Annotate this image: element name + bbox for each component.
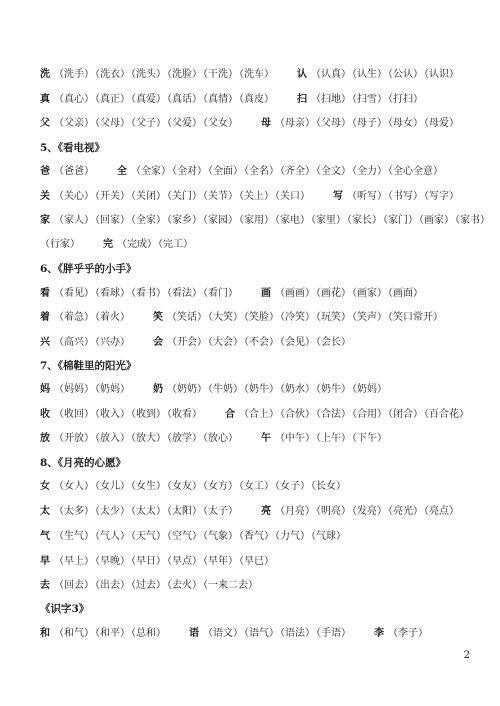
word: （早晚）	[95, 556, 130, 567]
word: （扫地）	[311, 94, 351, 105]
word: （放学）	[167, 433, 202, 444]
word: （大笑）	[208, 312, 243, 323]
character: 妈	[40, 384, 50, 395]
character: 写	[333, 191, 343, 202]
character-group	[374, 627, 429, 641]
word: （香气）	[239, 531, 274, 542]
word: （齐全）	[280, 166, 315, 177]
character-group	[103, 238, 194, 252]
word: （早已）	[239, 556, 274, 567]
word: （母女）	[388, 118, 423, 129]
word: （笑脸）	[244, 312, 279, 323]
word: （太少）	[95, 506, 130, 517]
word: （不会）	[244, 337, 279, 348]
lesson-heading: 《识字3》	[40, 603, 90, 615]
character-group	[153, 336, 352, 350]
word: （语文）	[203, 628, 243, 639]
character-group	[40, 555, 275, 569]
word: （着火）	[95, 312, 130, 323]
character: 完	[103, 239, 113, 250]
word: （母爱）	[424, 118, 459, 129]
character-group	[117, 165, 444, 179]
word: （明亮）	[316, 506, 351, 517]
word: （力气）	[275, 531, 310, 542]
word: （女工）	[239, 481, 274, 492]
vocabulary-row	[40, 336, 470, 350]
character-group	[40, 480, 347, 494]
word: （回去）	[54, 580, 94, 591]
character-group	[40, 287, 239, 301]
word: （画花）	[316, 288, 351, 299]
word: （合用）	[352, 409, 387, 420]
word: （去火）	[167, 580, 202, 591]
character: 认	[297, 69, 307, 80]
word: （合上）	[239, 409, 279, 420]
character-group	[40, 383, 131, 397]
word: （家园）	[203, 215, 238, 226]
word: （闭合）	[388, 409, 423, 420]
word: （开关）	[95, 191, 130, 202]
character: 和	[40, 628, 50, 639]
word: （手语）	[316, 628, 351, 639]
word: （早点）	[167, 556, 202, 567]
vocabulary-row	[40, 190, 470, 204]
word: （父亲）	[54, 118, 94, 129]
word: （关门）	[167, 191, 202, 202]
word: （全心全意）	[388, 166, 443, 177]
word: （关心）	[54, 191, 94, 202]
word: （真情）	[203, 94, 238, 105]
character: 放	[40, 433, 50, 444]
word: （母子）	[352, 118, 387, 129]
word: （全家）	[131, 166, 171, 177]
word: （长女）	[311, 481, 346, 492]
word: （百合花）	[424, 409, 469, 420]
word: （行家）	[40, 239, 80, 250]
word: （收看）	[167, 409, 202, 420]
word: （认识）	[424, 69, 459, 80]
word: （收到）	[131, 409, 166, 420]
word: （父母）	[95, 118, 130, 129]
character: 兴	[40, 337, 50, 348]
lesson-heading: 8、《月亮的心愿》	[40, 457, 127, 469]
vocabulary-row	[40, 383, 470, 397]
word: （写字）	[424, 191, 459, 202]
word: （天气）	[131, 531, 166, 542]
character-group	[40, 214, 491, 228]
word: （下午）	[352, 433, 387, 444]
vocabulary-row	[40, 627, 470, 641]
character: 父	[40, 118, 50, 129]
word: （家里）	[311, 215, 346, 226]
word: （语气）	[244, 628, 279, 639]
word: （看法）	[167, 288, 202, 299]
word: （气球）	[311, 531, 346, 542]
word: （干洗）	[203, 69, 238, 80]
vocabulary-row	[40, 93, 470, 107]
word: （真爱）	[131, 94, 166, 105]
character-group	[40, 93, 275, 107]
word: （生气）	[54, 531, 94, 542]
word: （家书）	[455, 215, 490, 226]
word: （李子）	[388, 628, 428, 639]
character-group	[40, 68, 275, 82]
word: （总和）	[131, 628, 166, 639]
word: （父母）	[316, 118, 351, 129]
word: （家门）	[383, 215, 418, 226]
word: （奶奶）	[167, 384, 207, 395]
character-group	[40, 336, 131, 350]
word: （全力）	[352, 166, 387, 177]
word: （放大）	[131, 433, 166, 444]
word: （气人）	[95, 531, 130, 542]
word: （上午）	[316, 433, 351, 444]
character-group	[40, 627, 167, 641]
character-group	[40, 311, 131, 325]
word: （女方）	[203, 481, 238, 492]
word: （关闭）	[131, 191, 166, 202]
word: （出去）	[95, 580, 130, 591]
word: （洗车）	[239, 69, 274, 80]
word: （笑话）	[167, 312, 207, 323]
character-group	[40, 579, 259, 593]
vocabulary-row	[40, 238, 470, 252]
word: （气象）	[203, 531, 238, 542]
word: （早日）	[131, 556, 166, 567]
lesson-heading: 6、《胖乎乎的小手》	[40, 263, 137, 275]
vocabulary-row	[40, 530, 470, 544]
character: 会	[153, 337, 163, 348]
word: （女人）	[54, 481, 94, 492]
character: 母	[261, 118, 271, 129]
word: （洗头）	[131, 69, 166, 80]
word: （亮点）	[424, 506, 459, 517]
word: （洗手）	[54, 69, 94, 80]
character: 午	[261, 433, 271, 444]
word: （看书）	[131, 288, 166, 299]
vocabulary-row	[40, 68, 470, 82]
character: 奶	[153, 384, 163, 395]
word: （太多）	[54, 506, 94, 517]
word: （奶妈）	[352, 384, 387, 395]
word: （和气）	[54, 628, 94, 639]
word: （家人）	[54, 215, 94, 226]
word: （空气）	[167, 531, 202, 542]
word: （女子）	[275, 481, 310, 492]
word: （早年）	[203, 556, 238, 567]
character: 着	[40, 312, 50, 323]
character: 关	[40, 191, 50, 202]
vocabulary-row	[40, 214, 490, 228]
word: （家电）	[275, 215, 310, 226]
word: （看门）	[203, 288, 238, 299]
word: （太阳）	[167, 506, 202, 517]
word: （全文）	[316, 166, 351, 177]
character-group	[297, 93, 424, 107]
word: （会长）	[316, 337, 351, 348]
character-group	[40, 505, 239, 519]
word: （高兴）	[54, 337, 94, 348]
word: （和平）	[95, 628, 130, 639]
character-group	[40, 408, 203, 422]
word: （冷笑）	[280, 312, 315, 323]
word: （洗衣）	[95, 69, 130, 80]
word: （真皮）	[239, 94, 274, 105]
word: （女友）	[167, 481, 202, 492]
character: 语	[189, 628, 199, 639]
character-group	[40, 190, 311, 204]
word: （一来二去）	[203, 580, 258, 591]
word: （打扫）	[388, 94, 423, 105]
word: （女儿）	[95, 481, 130, 492]
character-group	[261, 505, 460, 519]
word: （奶水）	[280, 384, 315, 395]
word: （放入）	[95, 433, 130, 444]
word: （开会）	[167, 337, 207, 348]
word: （父子）	[131, 118, 166, 129]
character-group	[153, 311, 444, 325]
character: 洗	[40, 69, 50, 80]
vocabulary-row	[40, 311, 470, 325]
word: （真正）	[95, 94, 130, 105]
character-group	[40, 117, 239, 131]
character: 看	[40, 288, 50, 299]
word: （画家）	[419, 215, 454, 226]
word: （父爱）	[167, 118, 202, 129]
word: （过去）	[131, 580, 166, 591]
word: （爸爸）	[54, 166, 94, 177]
character: 爸	[40, 166, 50, 177]
word: （女生）	[131, 481, 166, 492]
character-group	[261, 117, 460, 131]
character-group	[225, 408, 470, 422]
word: （回家）	[95, 215, 130, 226]
word: （母亲）	[275, 118, 315, 129]
word: （公认）	[388, 69, 423, 80]
word: （认真）	[311, 69, 351, 80]
word: （早上）	[54, 556, 94, 567]
character: 早	[40, 556, 50, 567]
word: （完工）	[158, 239, 193, 250]
word: （奶牛）	[244, 384, 279, 395]
word: （扫雪）	[352, 94, 387, 105]
character-group	[40, 530, 347, 544]
word: （发亮）	[352, 506, 387, 517]
word: （奶牛）	[316, 384, 351, 395]
word: （画面）	[388, 288, 423, 299]
word: （关上）	[239, 191, 274, 202]
vocabulary-row	[40, 408, 470, 422]
character: 合	[225, 409, 235, 420]
character: 女	[40, 481, 50, 492]
word: （兴办）	[95, 337, 130, 348]
character: 李	[374, 628, 384, 639]
word: （语法）	[280, 628, 315, 639]
character: 太	[40, 506, 50, 517]
word: （画画）	[275, 288, 315, 299]
character: 收	[40, 409, 50, 420]
word: （收入）	[95, 409, 130, 420]
word: （开放）	[54, 433, 94, 444]
vocabulary-row	[40, 579, 470, 593]
character-group	[333, 190, 460, 204]
vocabulary-row	[40, 432, 470, 446]
character: 去	[40, 580, 50, 591]
vocabulary-row	[40, 555, 470, 569]
lesson-heading: 5、《看电视》	[40, 142, 106, 154]
character: 扫	[297, 94, 307, 105]
character-group	[40, 432, 239, 446]
word: （看见）	[54, 288, 94, 299]
character-group	[40, 238, 81, 252]
character: 全	[117, 166, 127, 177]
word: （放心）	[203, 433, 238, 444]
word: （大会）	[208, 337, 243, 348]
character: 真	[40, 94, 50, 105]
word: （关口）	[275, 191, 310, 202]
word: （认生）	[352, 69, 387, 80]
word: （牛奶）	[208, 384, 243, 395]
lesson-heading: 7、《棉鞋里的阳光》	[40, 360, 137, 372]
word: （听写）	[347, 191, 387, 202]
word: （月亮）	[275, 506, 315, 517]
character: 气	[40, 531, 50, 542]
character: 家	[40, 215, 50, 226]
word: （全面）	[208, 166, 243, 177]
word: （家用）	[239, 215, 274, 226]
word: （真话）	[167, 94, 202, 105]
vocabulary-row	[40, 117, 470, 131]
word: （收回）	[54, 409, 94, 420]
character: 亮	[261, 506, 271, 517]
character-group	[153, 383, 388, 397]
word: （全家）	[131, 215, 166, 226]
character-group	[261, 287, 424, 301]
word: （玩笑）	[316, 312, 351, 323]
character-group	[189, 627, 352, 641]
word: （合法）	[316, 409, 351, 420]
word: （书写）	[388, 191, 423, 202]
word: （着急）	[54, 312, 94, 323]
word: （画家）	[352, 288, 387, 299]
word: （洗脸）	[167, 69, 202, 80]
word: （真心）	[54, 94, 94, 105]
word: （太太）	[131, 506, 166, 517]
word: （合伙）	[280, 409, 315, 420]
character-group	[261, 432, 388, 446]
word: （太子）	[203, 506, 238, 517]
word: （中午）	[275, 433, 315, 444]
vocabulary-row	[40, 505, 470, 519]
word: （笑口常开）	[388, 312, 443, 323]
word: （全名）	[244, 166, 279, 177]
word: （亮光）	[388, 506, 423, 517]
word: （妈妈）	[54, 384, 94, 395]
character-group	[297, 68, 460, 82]
vocabulary-row	[40, 165, 470, 179]
word: （家长）	[347, 215, 382, 226]
word: （奶妈）	[95, 384, 130, 395]
word: （会见）	[280, 337, 315, 348]
word: （笑声）	[352, 312, 387, 323]
vocabulary-row	[40, 287, 470, 301]
word: （家乡）	[167, 215, 202, 226]
vocabulary-row	[40, 480, 470, 494]
word: （父女）	[203, 118, 238, 129]
word: （看球）	[95, 288, 130, 299]
word: （全对）	[172, 166, 207, 177]
page-number: 2	[463, 650, 470, 661]
character-group	[40, 165, 95, 179]
character: 笑	[153, 312, 163, 323]
character: 画	[261, 288, 271, 299]
word: （关节）	[203, 191, 238, 202]
word: （完成）	[117, 239, 157, 250]
